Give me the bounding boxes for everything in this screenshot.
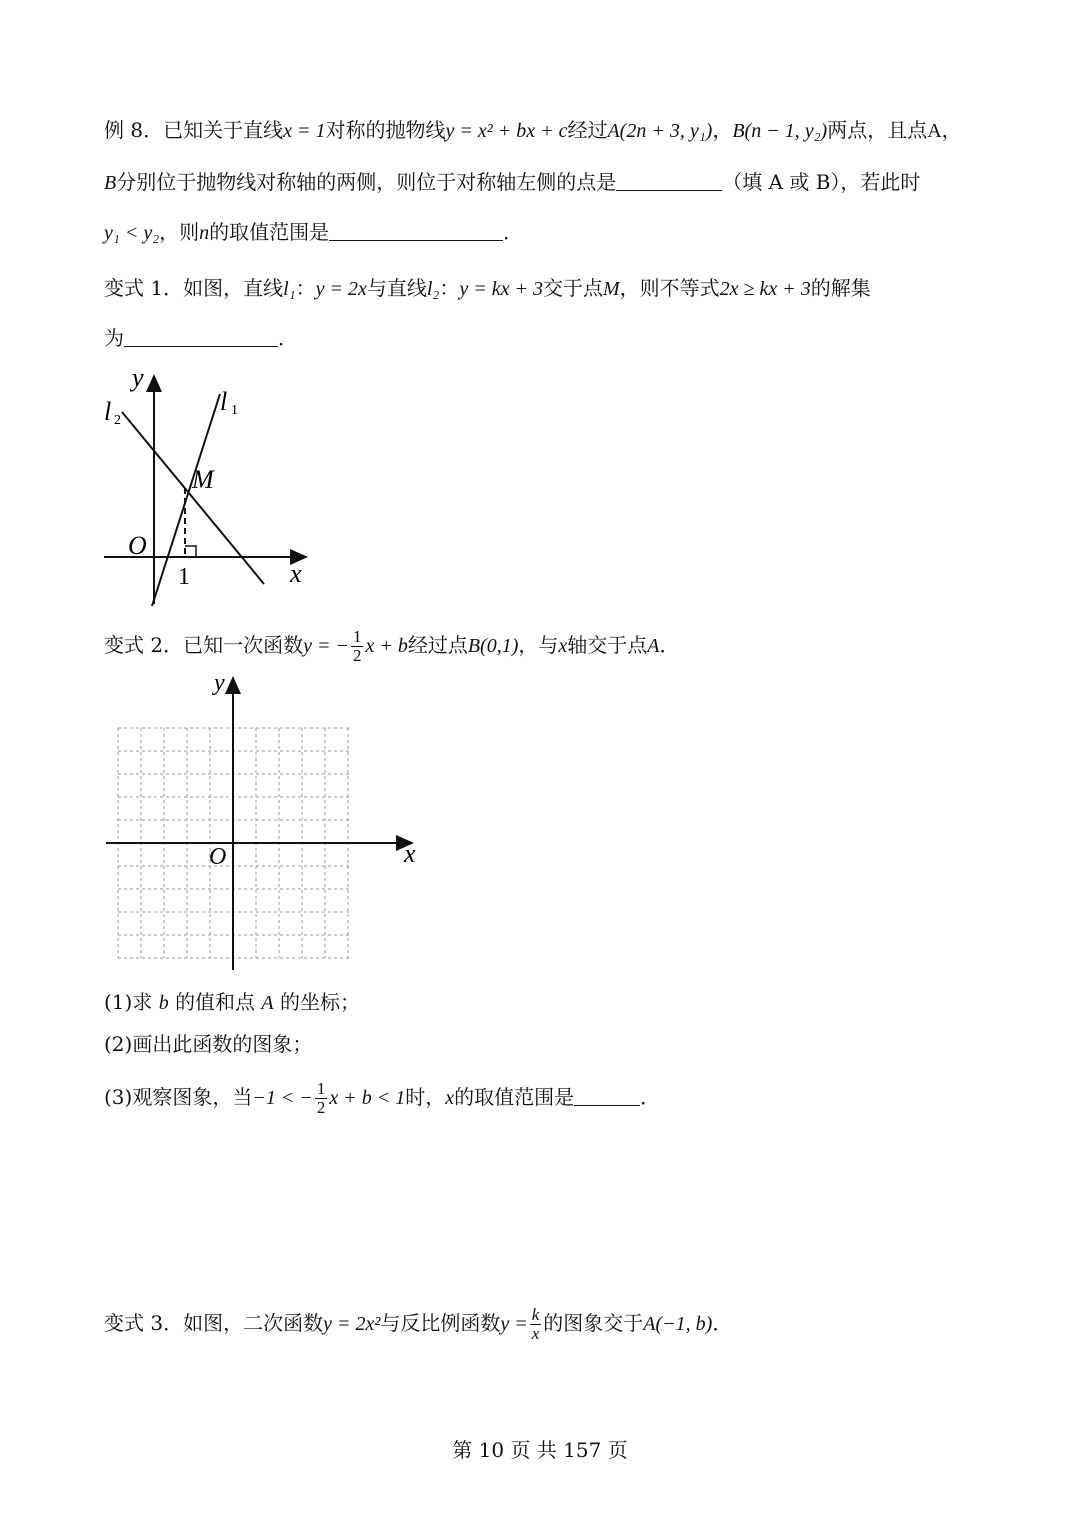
ex8-label: 例 8．已知关于直线 <box>104 118 284 142</box>
v2-question-1: (1)求 b 的值和点 A 的坐标； <box>104 990 360 1014</box>
v1-l2-equation: y = kx + 3 <box>459 278 543 300</box>
l2-subscript: 2 <box>114 413 121 428</box>
l1-subscript: 1 <box>231 403 238 418</box>
y-axis-label: y <box>132 364 144 392</box>
v1-label: 变式 1．如图，直线 <box>104 276 284 300</box>
v3-point-a: A(−1, b) <box>643 1313 713 1335</box>
v1-inequality: 2x ≥ kx + 3 <box>719 278 811 300</box>
ex8-line-1: 例 8．已知关于直线x = 1对称的抛物线y = x² + bx + c经过A(2n + 3, y₁)，B(n − 1, y₂)两点，且点A， <box>104 118 962 142</box>
answer-blank[interactable] <box>574 1085 640 1106</box>
v3-quadratic: y = 2x² <box>323 1313 381 1335</box>
v2-question-3: (3)观察图象，当−1 < − $\frac{1}{2}$ x + b < 1时，x的取值范围是 ． <box>104 1079 661 1117</box>
v2-point-b: B(0,1) <box>467 635 519 657</box>
x-axis-label: x <box>290 559 302 588</box>
ex8-parabola-equation: y = x² + bx + c <box>445 120 568 142</box>
answer-blank[interactable] <box>329 220 503 241</box>
v2-line-1: 变式 2．已知一次函数y = − $\frac{1}{2}$ x + b经过点B(0,1)，与x轴交于点A． <box>104 627 680 665</box>
v3-fraction: $\frac{k}{x}$ <box>531 1305 540 1343</box>
ex8-point-a: A(2n + 3, y₁) <box>607 120 713 142</box>
l1-label: l <box>220 387 228 416</box>
v1-line-2: 为 ． <box>104 326 298 350</box>
ex8-line-3: y₁ < y₂，则n的取值范围是 ． <box>104 220 524 244</box>
v1-line-1: 变式 1．如图，直线l₁：y = 2x与直线l₂：y = kx + 3交于点M，则不等式2x ≥ kx + 3的解集 <box>104 276 871 300</box>
ex8-axis-equation: x = 1 <box>283 120 326 142</box>
v1-l1-equation: y = 2x <box>315 278 367 300</box>
ex8-point-b: B(n − 1, y₂) <box>732 120 828 142</box>
v2-grid-figure <box>100 672 430 976</box>
v2-fraction: $\frac{1}{2}$ <box>352 627 362 665</box>
m-point-label: M <box>192 465 214 494</box>
tick-label-1: 1 <box>178 564 190 590</box>
v1-figure <box>96 364 326 614</box>
v2-label: 变式 2．已知一次函数 <box>104 633 304 657</box>
answer-blank[interactable] <box>124 326 278 347</box>
x-axis-label: x <box>404 839 416 868</box>
page-footer: 第 10 页 共 157 页 <box>452 1438 628 1462</box>
l2-label: l <box>104 397 112 426</box>
v2-question-2: (2)画出此函数的图象； <box>104 1032 313 1056</box>
origin-label: O <box>128 531 147 560</box>
v2-q3-fraction: $\frac{1}{2}$ <box>316 1079 326 1117</box>
answer-blank[interactable] <box>616 170 722 191</box>
v3-line-1: 变式 3．如图，二次函数y = 2x²与反比例函数y = $\frac{k}{x}$ 的图象交于A(−1, b)． <box>104 1305 733 1343</box>
v3-label: 变式 3．如图，二次函数 <box>104 1311 324 1335</box>
ex8-line-2: B分别位于抛物线对称轴的两侧，则位于对称轴左侧的点是 （填 A 或 B），若此时 <box>104 170 921 194</box>
ex8-inequality: y₁ < y₂ <box>104 222 160 244</box>
y-axis-label: y <box>214 672 225 696</box>
right-angle-mark <box>185 546 196 557</box>
origin-label: O <box>209 844 227 870</box>
